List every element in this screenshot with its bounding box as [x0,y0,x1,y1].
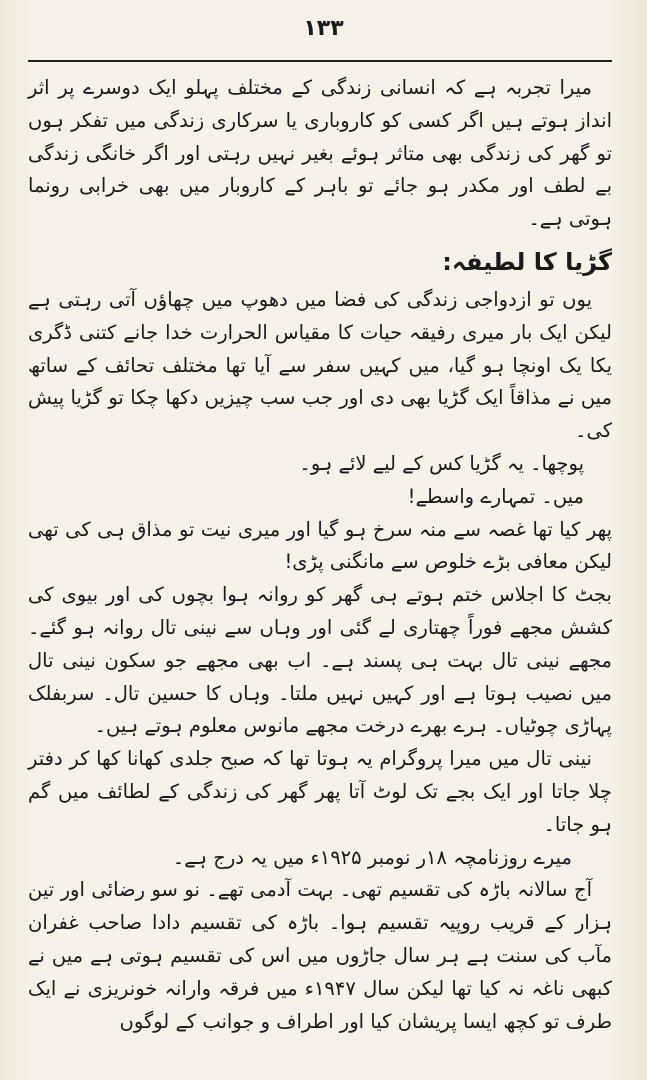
page-body [28,72,612,1038]
paragraph-diary-entry: آج سالانہ باڑہ کی تقسیم تھی۔ بہت آدمی تھے۔ نو سو رضائی اور تین ہزار کے قریب روپیہ تقسیم ہوا۔ باڑہ کی تقسیم دادا صاحب غفران مآب کی سنت ہے ہر سال جاڑوں میں اس کی تقسیم ہوتی ہے میں نے کبھی ناغہ نہ کیا تھا لیکن سال ۱۹۴۷ء میں فرقہ وارانہ خونریزی نے ایک طرف تو کچھ ایسا پریشان کیا اور اطراف و جوانب کے لوگوں [28,878,612,1033]
dialog-line-question: پوچھا۔ یہ گڑیا کس کے لیے لائے ہو۔ [299,451,584,475]
paragraph-budget-session: بجٹ کا اجلاس ختم ہوتے ہی گھر کو روانہ ہوا بچوں کی اور بیوی کی کشش مجھے فوراً چھتاری لے گئی اور وہاں سے نینی تال روانہ ہو گئے۔ مجھے نینی تال بہت ہی پسند ہے۔ اب بھی مجھے جو سکون نینی تال میں نصیب ہوتا ہے اور کہیں نہیں ملتا۔ وہاں کا حسین تال۔ سربفلک پہاڑی چوٹیاں۔ ہرے بھرے درخت مجھے مانوس معلوم ہوتے ہیں۔ [28,583,612,738]
paragraph-nainital-program: نینی تال میں میرا پروگرام یہ ہوتا تھا کہ صبح جلدی کھانا کھا کر دفتر چلا جاتا اور ایک بجے تک لوٹ آتا پھر گھر کی زندگی کے لطائف میں گم ہو جاتا۔ [28,747,612,836]
dialog-line-answer: میں۔ تمہارے واسطے! [407,484,584,508]
paragraph-experience: میرا تجربہ ہے کہ انسانی زندگی کے مختلف پہلو ایک دوسرے پر اثر انداز ہوتے ہیں اگر کسی کو کاروباری یا سرکاری زندگی میں تفکر ہوں تو گھر کی زندگی بھی متاثر ہوئے بغیر نہیں رہتی اور اگر خانگی زندگی بے لطف اور مکدر ہو جائے تو باہر کے کاروبار میں بھی خرابی رونما ہوتی ہے۔ [28,76,612,231]
header-rule [28,60,612,62]
section-heading: گڑیا کا لطیفہ: [442,247,612,276]
page-number: ۱۳۳ [303,16,344,41]
paragraph-apology: پھر کیا تھا غصہ سے منہ سرخ ہو گیا اور میری نیت تو مذاق ہی کی تھی لیکن معافی بڑے خلوص سے مانگنی پڑی! [28,517,612,574]
paragraph-diary-intro: میرے روزنامچہ ۱۸ر نومبر ۱۹۲۵ء میں یہ درج ہے۔ [172,845,572,869]
paragraph-doll-story: یوں تو ازدواجی زندگی کی فضا میں دھوپ میں چھاؤں آتی رہتی ہے لیکن ایک بار میری رفیقہ حیات کا مقیاس الحرارت خدا جانے کتنی ڈگری یکا یک اونچا ہو گیا، میں کہیں سفر سے آیا تھا مختلف تحائف کے ساتھ میں نے مذاقاً ایک گڑیا بھی دی اور جب سب چیزیں دکھا چکا تو گڑیا پیش کی۔ [28,287,612,443]
